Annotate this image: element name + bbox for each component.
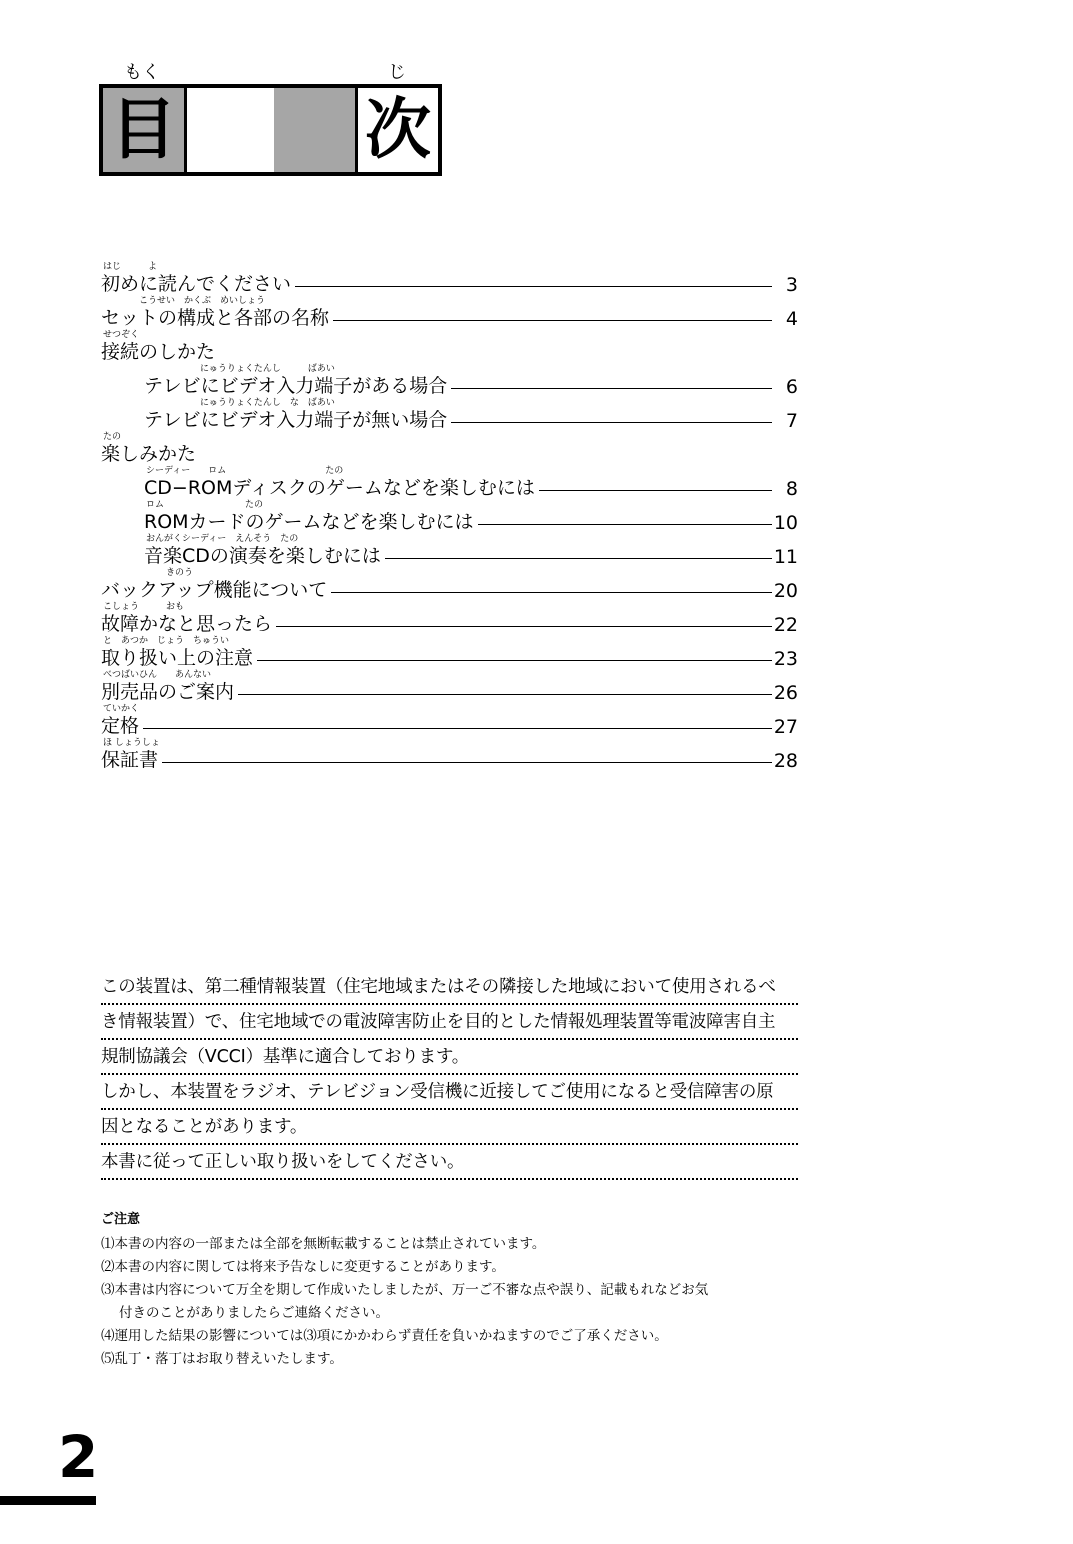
toc-row[interactable] bbox=[101, 432, 798, 466]
toc-label: 音楽CDの演奏を楽しむには bbox=[144, 545, 381, 567]
toc-entry bbox=[101, 602, 274, 636]
toc-row[interactable] bbox=[101, 500, 798, 534]
toc-leader-line bbox=[539, 490, 772, 491]
toc-page-number: 8 bbox=[785, 478, 798, 500]
title-cell-left bbox=[103, 88, 187, 172]
toc-furigana: たの bbox=[103, 432, 122, 442]
toc-entry bbox=[144, 398, 449, 432]
toc-row[interactable] bbox=[101, 330, 798, 364]
toc-entry bbox=[101, 432, 198, 466]
toc-label: テレビにビデオ入力端子がある場合 bbox=[144, 375, 448, 397]
title-cell-blank bbox=[187, 88, 274, 172]
toc-entry bbox=[144, 364, 449, 398]
toc-furigana: ほ しょうしょ bbox=[103, 738, 160, 748]
toc-label: 楽しみかた bbox=[101, 443, 197, 465]
toc-leader-line bbox=[331, 592, 772, 593]
notice-line: この装置は、第二種情報装置（住宅地域またはその隣接した地域において使用されるべ bbox=[101, 970, 798, 1005]
notice-line: しかし、本装置をラジオ、テレビジョン受信機に近接してご使用になると受信障害の原 bbox=[101, 1075, 798, 1110]
toc-entry bbox=[144, 534, 383, 568]
toc-entry bbox=[101, 738, 160, 772]
toc-row[interactable] bbox=[101, 568, 798, 602]
toc-label: CD−ROMディスクのゲームなどを楽しむには bbox=[144, 477, 535, 499]
toc-page-number: 27 bbox=[773, 716, 798, 738]
page-number-bar bbox=[0, 1496, 96, 1505]
toc-label: テレビにビデオ入力端子が無い場合 bbox=[144, 409, 448, 431]
toc-page-number: 6 bbox=[785, 376, 798, 398]
toc-furigana: せつぞく bbox=[103, 330, 140, 340]
caution-item: ⑴本書の内容の一部または全部を無断転載することは禁止されています。 bbox=[101, 1236, 546, 1252]
toc-label: バックアップ機能について bbox=[101, 579, 328, 601]
toc-row[interactable] bbox=[101, 636, 798, 670]
toc-leader-line bbox=[162, 762, 772, 763]
caution-section bbox=[101, 1208, 801, 1371]
toc-page-number: 20 bbox=[773, 580, 798, 602]
notice-line: 規制協議会（VCCI）基準に適合しております。 bbox=[101, 1040, 798, 1075]
toc-row[interactable] bbox=[101, 262, 798, 296]
vcci-notice bbox=[101, 970, 798, 1180]
toc-label: 接続のしかた bbox=[101, 341, 216, 363]
toc-leader-line bbox=[238, 694, 772, 695]
toc-page-number: 7 bbox=[785, 410, 798, 432]
toc-label: 別売品のご案内 bbox=[101, 681, 235, 703]
notice-line: 因となることがあります。 bbox=[101, 1110, 798, 1145]
notice-line: き情報装置）で、住宅地域での電波障害防止を目的とした情報処理装置等電波障害自主 bbox=[101, 1005, 798, 1040]
toc-furigana: きのう bbox=[103, 568, 194, 578]
toc-leader-line bbox=[478, 524, 772, 525]
toc-label: 定格 bbox=[101, 715, 140, 737]
toc-entry bbox=[101, 296, 331, 330]
page-number: 2 bbox=[58, 1423, 99, 1491]
toc-label: 保証書 bbox=[101, 749, 159, 771]
caution-item: ⑶本書は内容について万全を期して作成いたしましたが、万一ご不審な点や誤り、記載もれなどお気 bbox=[101, 1282, 709, 1298]
toc-furigana: こしょう おも bbox=[103, 602, 185, 612]
title-cell-right bbox=[358, 88, 438, 172]
toc-page-number: 3 bbox=[785, 274, 798, 296]
page-title bbox=[99, 84, 442, 176]
toc-leader-line bbox=[451, 388, 772, 389]
toc-leader-line bbox=[257, 660, 772, 661]
table-of-contents bbox=[101, 262, 798, 772]
toc-furigana: こうせい かくぶ めいしょう bbox=[103, 296, 266, 306]
toc-entry bbox=[101, 262, 293, 296]
title-rubi-left: もく bbox=[124, 62, 160, 83]
toc-page-number: 10 bbox=[773, 512, 798, 534]
toc-furigana: べつばいひん あんない bbox=[103, 670, 212, 680]
toc-row[interactable] bbox=[101, 704, 798, 738]
title-cell-gray bbox=[274, 88, 358, 172]
toc-entry bbox=[101, 670, 236, 704]
toc-furigana: おんがくシーディー えんそう たの bbox=[146, 534, 299, 544]
toc-furigana: ロム たの bbox=[146, 500, 264, 510]
toc-row[interactable] bbox=[101, 398, 798, 432]
toc-entry bbox=[144, 500, 476, 534]
toc-furigana: シーディー ロム たの bbox=[146, 466, 344, 476]
toc-furigana: はじ よ bbox=[103, 262, 158, 272]
toc-label: 故障かなと思ったら bbox=[101, 613, 273, 635]
toc-page-number: 11 bbox=[773, 546, 798, 568]
toc-entry bbox=[101, 568, 329, 602]
toc-page-number: 4 bbox=[785, 308, 798, 330]
toc-label: 初めに読んでください bbox=[101, 273, 292, 295]
toc-leader-line bbox=[385, 558, 772, 559]
toc-entry bbox=[144, 466, 537, 500]
toc-row[interactable] bbox=[101, 534, 798, 568]
toc-entry bbox=[101, 636, 255, 670]
caution-item: ⑵本書の内容に関しては将来予告なしに変更することがあります。 bbox=[101, 1259, 505, 1275]
toc-row[interactable] bbox=[101, 466, 798, 500]
title-rubi-right: じ bbox=[388, 62, 406, 83]
toc-furigana: ていかく bbox=[103, 704, 140, 714]
title-char-left: 目 bbox=[110, 91, 177, 168]
toc-leader-line bbox=[295, 286, 772, 287]
toc-leader-line bbox=[451, 422, 772, 423]
title-char-right: 次 bbox=[365, 91, 431, 168]
caution-list bbox=[101, 1233, 801, 1371]
toc-page-number: 28 bbox=[773, 750, 798, 772]
caution-item: 付きのことがありましたらご連絡ください。 bbox=[119, 1305, 389, 1321]
toc-label: ROMカードのゲームなどを楽しむには bbox=[144, 511, 474, 533]
toc-page-number: 26 bbox=[773, 682, 798, 704]
toc-row[interactable] bbox=[101, 602, 798, 636]
toc-entry bbox=[101, 330, 217, 364]
toc-row[interactable] bbox=[101, 364, 798, 398]
title-rubi bbox=[100, 58, 444, 83]
toc-page-number: 22 bbox=[773, 614, 798, 636]
toc-page-number: 23 bbox=[773, 648, 798, 670]
toc-leader-line bbox=[333, 320, 772, 321]
caution-item: ⑸乱丁・落丁はお取り替えいたします。 bbox=[101, 1351, 343, 1367]
toc-furigana: と あつか じょう ちゅうい bbox=[103, 636, 230, 646]
toc-furigana: にゅうりょくたんし ばあい bbox=[146, 364, 335, 374]
toc-row[interactable] bbox=[101, 738, 798, 772]
caution-item: ⑷運用した結果の影響については⑶項にかかわらず責任を負いかねますのでご了承ください。 bbox=[101, 1328, 668, 1344]
caution-title: ご注意 bbox=[101, 1212, 141, 1227]
toc-row[interactable] bbox=[101, 296, 798, 330]
toc-leader-line bbox=[276, 626, 772, 627]
toc-label: セットの構成と各部の名称 bbox=[101, 307, 330, 329]
notice-line: 本書に従って正しい取り扱いをしてください。 bbox=[101, 1145, 798, 1180]
toc-leader-line bbox=[143, 728, 772, 729]
toc-row[interactable] bbox=[101, 670, 798, 704]
toc-label: 取り扱い上の注意 bbox=[101, 647, 254, 669]
toc-entry bbox=[101, 704, 141, 738]
toc-furigana: にゅうりょくたんし な ばあい bbox=[146, 398, 335, 408]
